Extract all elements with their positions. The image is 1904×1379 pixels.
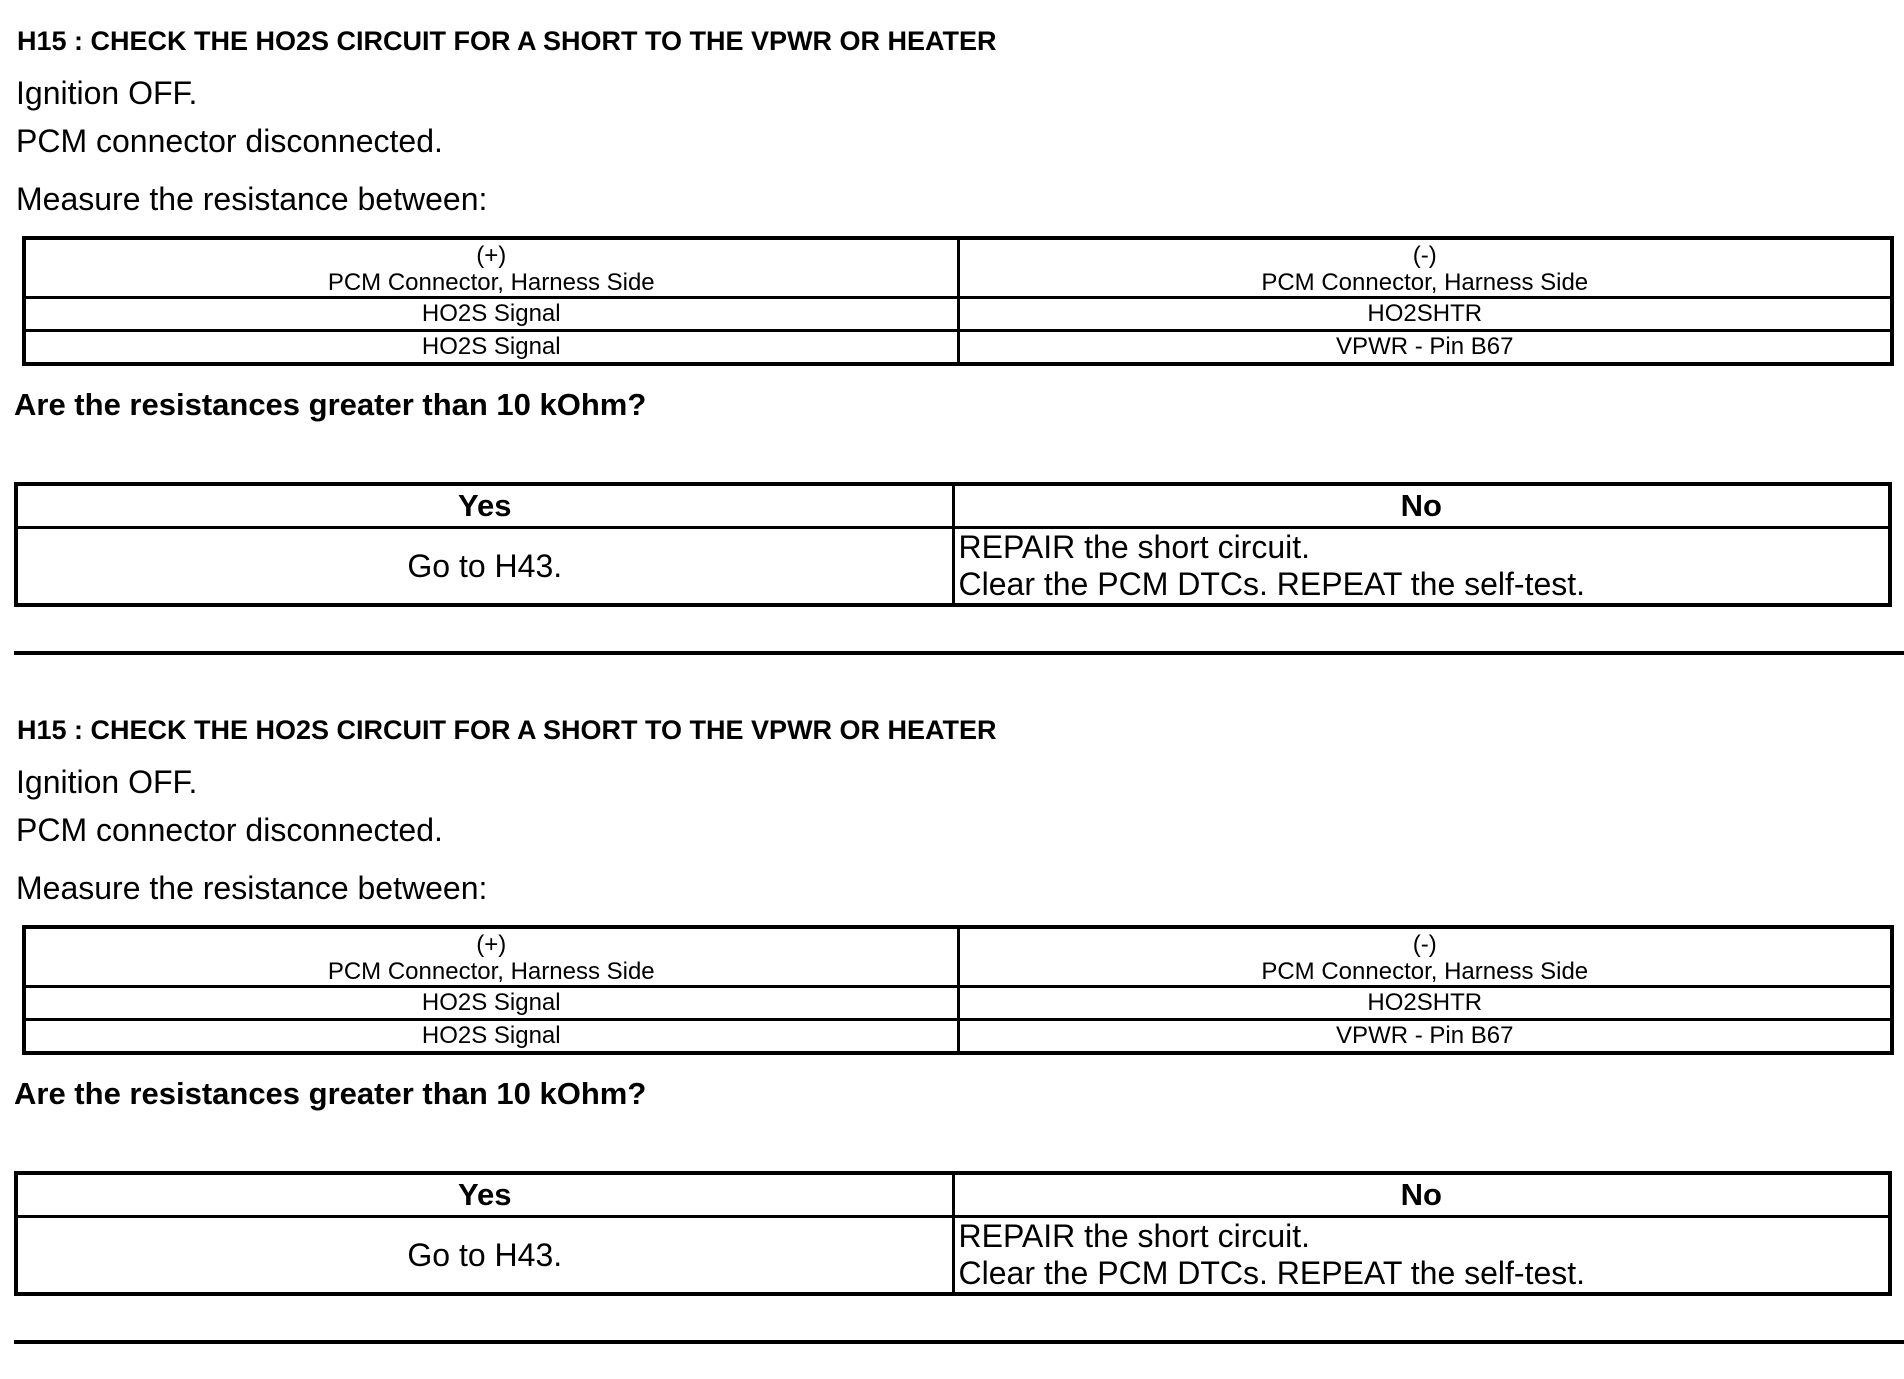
step-heading: H15 : CHECK THE HO2S CIRCUIT FOR A SHORT TO THE VPWR OR HEATER: [17, 26, 997, 56]
measurement-header-row: [24, 927, 1892, 987]
positive-point: HO2S Signal: [24, 987, 958, 1020]
negative-point: HO2SHTR: [958, 987, 1892, 1020]
measurement-table: [22, 236, 1894, 366]
negative-lead-header: [958, 238, 1892, 298]
positive-lead-header: [24, 238, 958, 298]
decision-question: Are the resistances greater than 10 kOhm?: [14, 1076, 647, 1111]
decision-action-row: [16, 528, 1890, 606]
condition-ignition: Ignition OFF.: [16, 75, 198, 111]
condition-ignition: Ignition OFF.: [16, 764, 198, 800]
table-row: [24, 298, 1892, 331]
negative-sign: (-): [1412, 931, 1437, 958]
yes-header: Yes: [16, 484, 953, 528]
positive-point: HO2S Signal: [24, 331, 958, 365]
negative-point: VPWR - Pin B67: [958, 331, 1892, 365]
negative-lead-label: PCM Connector, Harness Side: [1261, 269, 1589, 296]
section-divider: [14, 651, 1904, 655]
measure-instruction: Measure the resistance between:: [16, 870, 488, 906]
yes-action: Go to H43.: [16, 1217, 953, 1295]
no-action-line: Clear the PCM DTCs. REPEAT the self-test.: [958, 1255, 1586, 1291]
measurement-table: [22, 925, 1894, 1055]
positive-lead-label: PCM Connector, Harness Side: [327, 269, 655, 296]
negative-point: HO2SHTR: [958, 298, 1892, 331]
condition-connector: PCM connector disconnected.: [16, 123, 443, 159]
decision-table: [14, 1171, 1892, 1296]
test-step-section: [0, 689, 1904, 1379]
negative-point: VPWR - Pin B67: [958, 1020, 1892, 1054]
decision-header-row: [16, 484, 1890, 528]
condition-connector: PCM connector disconnected.: [16, 812, 443, 848]
yes-action: Go to H43.: [16, 528, 953, 606]
no-action-line: REPAIR the short circuit.: [958, 529, 1311, 565]
decision-table: [14, 482, 1892, 607]
section-divider: [14, 1340, 1904, 1344]
negative-lead-header: [958, 927, 1892, 987]
negative-sign: (-): [1412, 242, 1437, 269]
positive-point: HO2S Signal: [24, 298, 958, 331]
positive-lead-header: [24, 927, 958, 987]
positive-sign: (+): [476, 242, 507, 269]
table-row: [24, 331, 1892, 365]
positive-sign: (+): [476, 931, 507, 958]
no-header: No: [953, 484, 1890, 528]
decision-action-row: [16, 1217, 1890, 1295]
decision-header-row: [16, 1173, 1890, 1217]
table-row: [24, 987, 1892, 1020]
measurement-header-row: [24, 238, 1892, 298]
no-action-line: REPAIR the short circuit.: [958, 1218, 1311, 1254]
step-heading: H15 : CHECK THE HO2S CIRCUIT FOR A SHORT TO THE VPWR OR HEATER: [17, 715, 997, 745]
decision-question: Are the resistances greater than 10 kOhm?: [14, 387, 647, 422]
table-row: [24, 1020, 1892, 1054]
no-header: No: [953, 1173, 1890, 1217]
measure-instruction: Measure the resistance between:: [16, 181, 488, 217]
no-action: [953, 528, 1890, 606]
negative-lead-label: PCM Connector, Harness Side: [1261, 958, 1589, 985]
yes-header: Yes: [16, 1173, 953, 1217]
no-action: [953, 1217, 1890, 1295]
positive-lead-label: PCM Connector, Harness Side: [327, 958, 655, 985]
no-action-line: Clear the PCM DTCs. REPEAT the self-test.: [958, 566, 1586, 602]
positive-point: HO2S Signal: [24, 1020, 958, 1054]
